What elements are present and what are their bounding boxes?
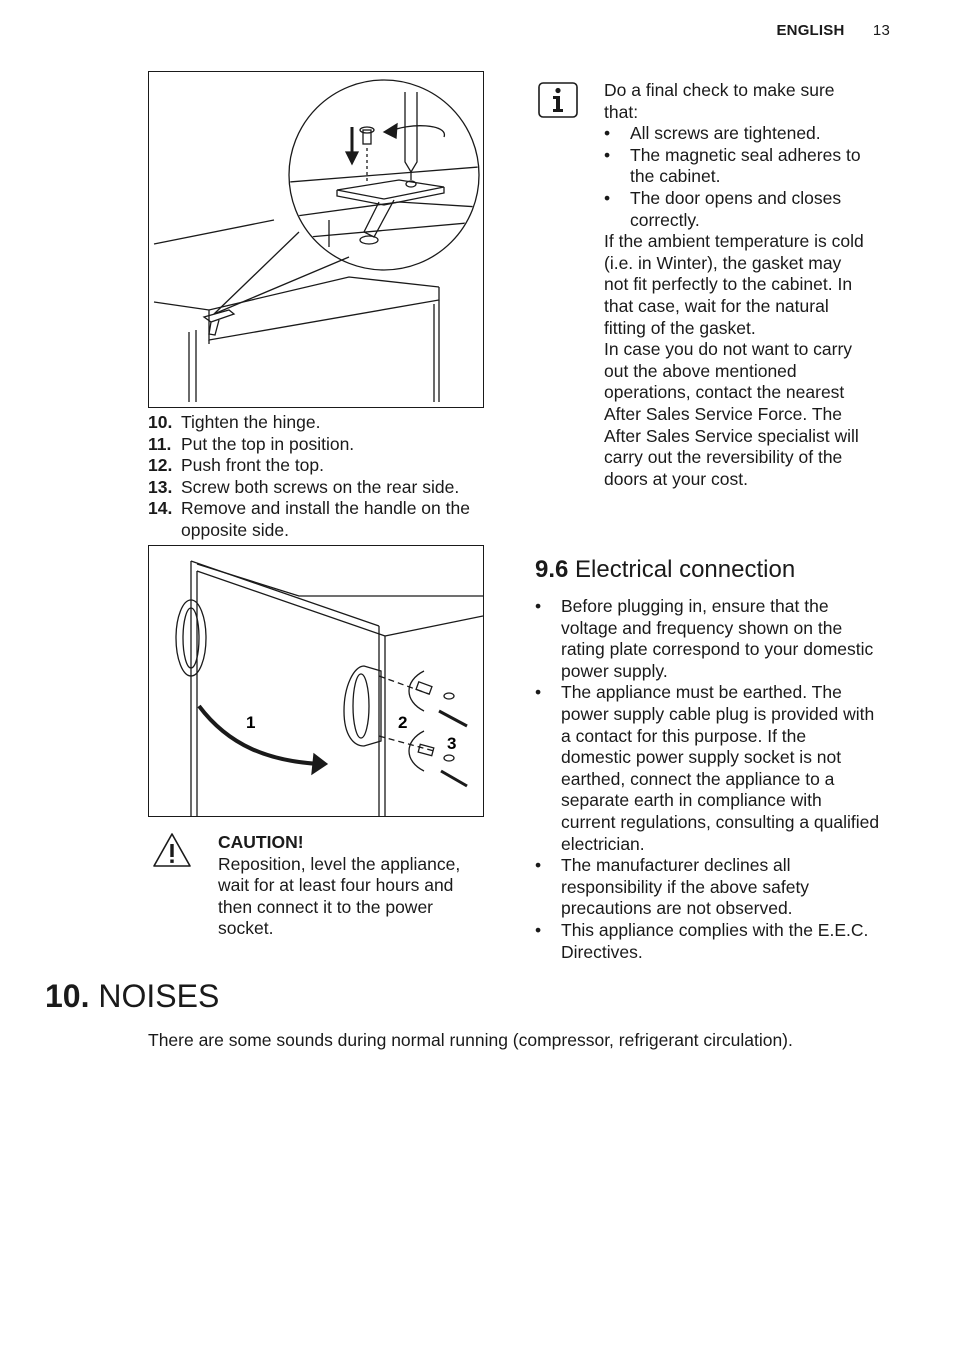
info-icon [538, 82, 578, 118]
noises-text: There are some sounds during normal running (compressor, refrigerant circulation). [148, 1030, 793, 1050]
list-item: • Before plugging in, ensure that the voltage and frequency shown on the rating plate correspond to your domestic power supply. [535, 596, 874, 681]
header-language: ENGLISH [776, 22, 845, 39]
list-item: 12. Push front the top. [148, 455, 325, 476]
list-item: 11. Put the top in position. [148, 433, 355, 454]
electrical-bullets [535, 596, 880, 963]
caution-note [218, 832, 478, 940]
handle-drawing [149, 546, 483, 816]
hinge-illustration [148, 71, 484, 408]
page-number: 13 [872, 22, 890, 39]
final-check-note [604, 80, 864, 490]
warning-icon [152, 832, 192, 868]
list-item: 14. Remove and install the handle on the opposite side. [148, 498, 470, 540]
list-item: • The magnetic seal adheres to the cabinet. [604, 144, 861, 187]
caution-text: Reposition, level the appliance, wait for at least four hours and then connect it to the power socket. [218, 853, 461, 939]
list-item: • The manufacturer declines all responsibility if the above safety precautions are not observed. [535, 855, 810, 919]
section-heading-9-6: 9.6 Electrical connection [535, 556, 796, 583]
info-paragraph: In case you do not want to carry out the above mentioned operations, contact the nearest After Sales Service Force. The After Sales Service specialist will carry out the reversibility of the doors at your cost. [604, 339, 859, 489]
figure-label-1: 1 [246, 713, 256, 732]
handle-illustration [148, 545, 484, 817]
figure-label-3: 3 [447, 734, 457, 753]
caution-title: CAUTION! [218, 832, 304, 852]
steps-list [148, 412, 508, 542]
section-heading-10: 10. NOISES [45, 978, 220, 1014]
page-header [776, 22, 890, 39]
list-item: • This appliance complies with the E.E.C. Directives. [535, 919, 869, 962]
info-paragraph: If the ambient temperature is cold (i.e. in Winter), the gasket may not fit perfectly to the cabinet. In that case, wait for the natural fitting of the gasket. [604, 231, 864, 338]
checks-list [604, 123, 864, 231]
list-item: • The appliance must be earthed. The power supply cable plug is provided with a contact for this purpose. If the domestic power supply socket is not earthed, connect the appliance to a separate earth in compliance with current regulations, consulting a qualified electrician. [535, 682, 880, 854]
hinge-drawing [149, 72, 483, 407]
list-item: 13. Screw both screws on the rear side. [148, 476, 460, 497]
list-item: 10. Tighten the hinge. [148, 412, 321, 432]
figure-label-2: 2 [398, 713, 408, 732]
info-intro: Do a final check to make sure that: [604, 80, 835, 122]
list-item: • All screws are tightened. [604, 123, 821, 144]
list-item: • The door opens and closes correctly. [604, 187, 842, 230]
